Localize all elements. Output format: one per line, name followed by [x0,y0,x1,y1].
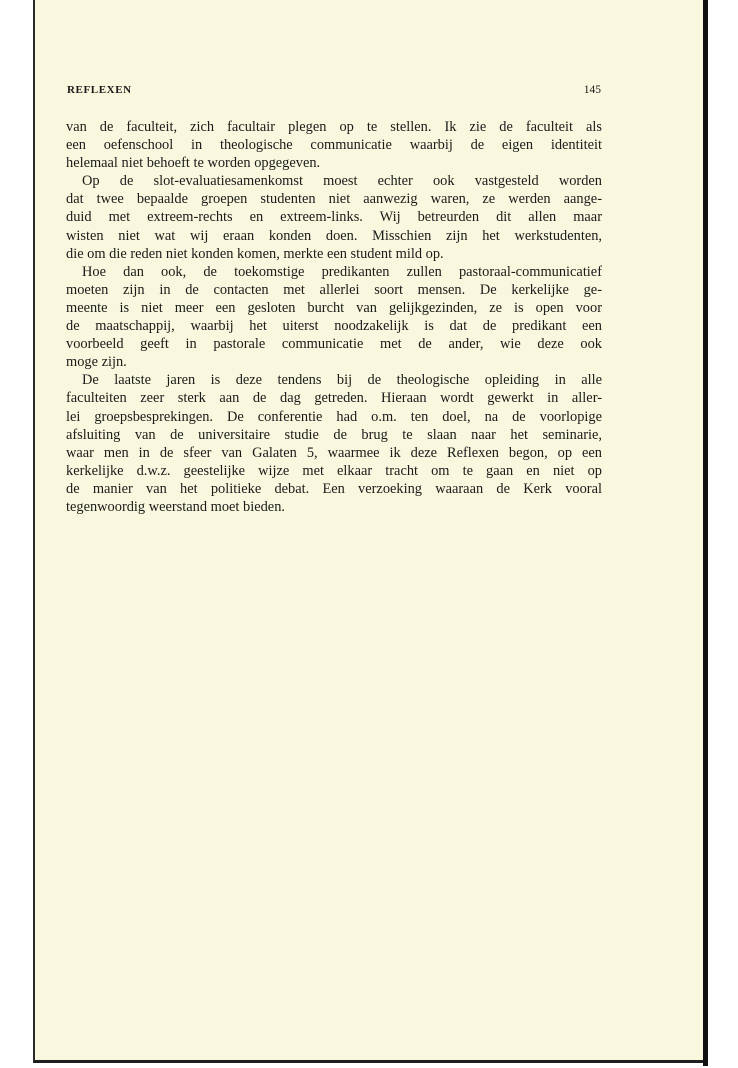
text-line: van de faculteit, zich facultair plegen op te stellen. Ik zie de faculteit als [66,119,602,135]
text-line: afsluiting van de universitaire studie de brug te slaan naar het seminarie, [66,426,602,443]
text-line: duid met extreem-rechts en extreem-links. Wij betreurden dit allen maar [66,209,602,226]
page-edge-shadow [703,0,708,1066]
paragraph-1 [66,118,602,172]
text-line: tegenwoordig weerstand moet bieden. [66,498,285,515]
text-line: de manier van het politieke debat. Een verzoeking waaraan de Kerk vooral [66,480,602,497]
text-line: die om die reden niet konden komen, merkte een student mild op. [66,245,444,262]
text-line: De laatste jaren is deze tendens bij de theologische opleiding in alle [82,372,602,389]
text-line: faculteiten zeer sterk aan de dag getreden. Hieraan wordt gewerkt in aller- [66,390,602,407]
running-head [67,84,601,96]
text-line: kerkelijke d.w.z. geestelijke wijze met elkaar tracht om te gaan en niet op [66,462,602,479]
book-page [33,0,703,1063]
body-text [66,118,602,516]
text-line: Op de slot-evaluatiesamenkomst moest echter ook vastgesteld worden [82,173,602,190]
text-line: de maatschappij, waarbij het uiterst noodzakelijk is dat de predikant een [66,318,602,335]
text-line: meente is niet meer een gesloten burcht van gelijkgezinden, ze is open voor [66,299,602,316]
paragraph-3 [66,263,602,372]
text-line: moge zijn. [66,354,127,371]
text-line: dat twee bepaalde groepen studenten niet aanwezig waren, ze werden aange- [66,191,602,208]
text-line: wisten niet wat wij eraan konden doen. Misschien zijn het werkstudenten, [66,227,602,244]
text-line: een oefenschool in theologische communicatie waarbij de eigen identiteit [66,137,602,154]
text-line: lei groepsbesprekingen. De conferentie had o.m. ten doel, na de voorlopige [66,408,602,425]
paragraph-4 [66,371,602,516]
text-line: waar men in de sfeer van Galaten 5, waarmee ik deze Reflexen begon, op een [66,444,602,461]
running-head-title: REFLEXEN [67,84,132,96]
paragraph-2 [66,172,602,262]
text-line: moeten zijn in de contacten met allerlei soort mensen. De kerkelijke ge- [66,281,602,298]
text-line: voorbeeld geeft in pastorale communicatie met de ander, wie deze ook [66,336,602,353]
text-line: Hoe dan ook, de toekomstige predikanten zullen pastoraal-communicatief [82,263,602,280]
text-line: helemaal niet behoeft te worden opgegeven. [66,155,321,172]
page-number: 145 [583,84,601,96]
